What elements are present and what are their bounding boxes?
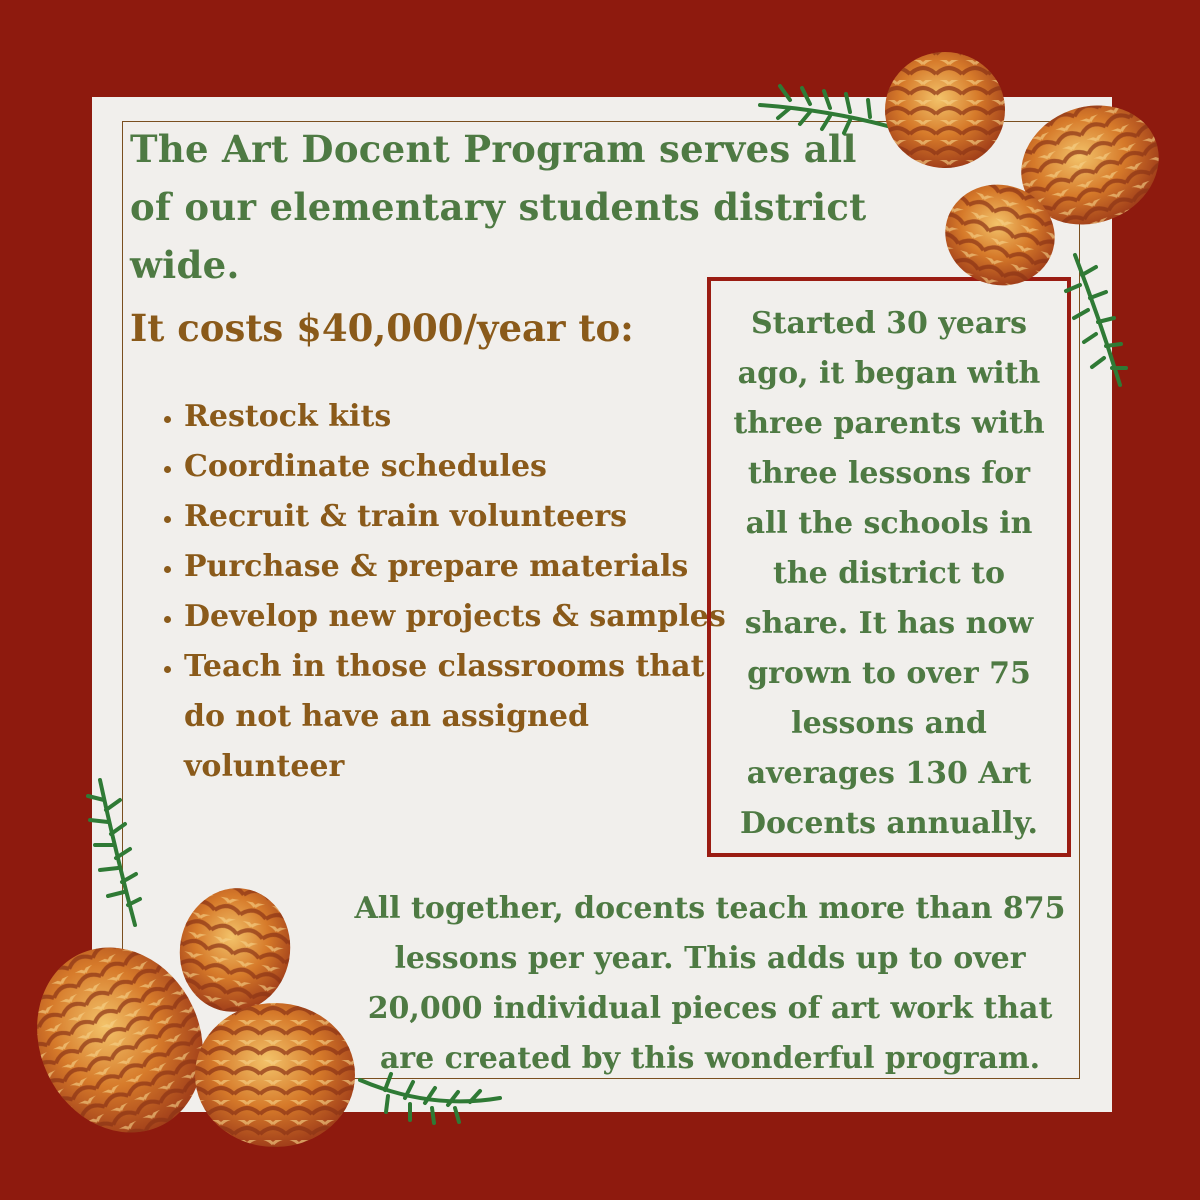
list-item: • Recruit & train volunteers [184, 492, 744, 542]
pinecone-icon [170, 879, 300, 1020]
list-item: • Purchase & prepare materials [184, 542, 744, 592]
pinecone-icon [885, 52, 1005, 168]
pinecone-icon [195, 1003, 355, 1147]
cost-heading: It costs $40,000/year to: [130, 306, 634, 350]
pine-branch-icon [760, 86, 895, 133]
list-item: • Teach in those classrooms that do not have an assigned volunteer [184, 642, 744, 792]
pine-branch-icon [88, 780, 140, 925]
headline: The Art Docent Program serves all of our elementary students district wide. [130, 127, 867, 287]
list-item: • Develop new projects & samples [184, 592, 744, 642]
pine-branch-icon [1066, 255, 1126, 385]
history-text: Started 30 years ago, it began with three parents with three lessons for all the schools in the district to share. It has now grown to over 75 lessons and averages 130 Art Docents annually. [733, 306, 1045, 841]
pine-branch-icon [360, 1074, 500, 1123]
summary-text: All together, docents teach more than 875 lessons per year. This adds up to over 20,000 individual pieces of art work that are created by this wonderful program. [354, 891, 1066, 1076]
list-item: • Restock kits [184, 392, 744, 442]
list-item: • Coordinate schedules [184, 442, 744, 492]
